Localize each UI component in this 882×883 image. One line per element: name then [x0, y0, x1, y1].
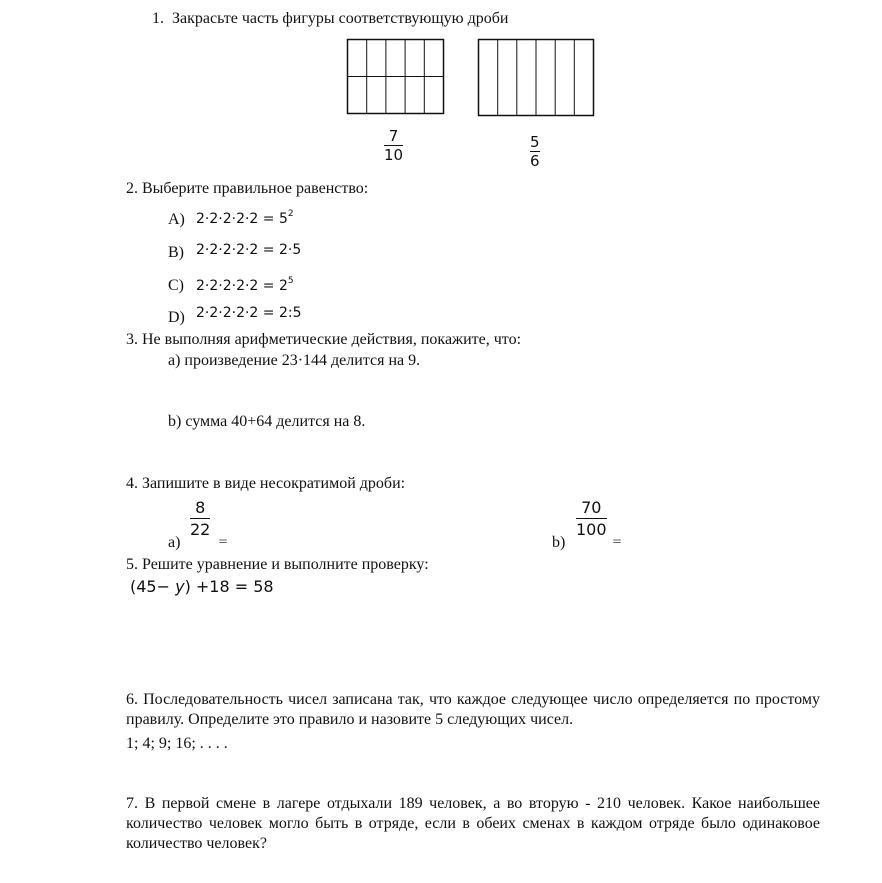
equation-left: (45− — [130, 577, 176, 596]
option-b-label: B) — [168, 244, 184, 261]
fraction-5-6 — [530, 134, 540, 169]
q6-sequence: 1; 4; 9; 16; . . . . — [126, 735, 228, 752]
option-d-expr: 2·2·2·2·2 = 2:5 — [196, 305, 302, 321]
grid-tenths — [346, 38, 446, 116]
q3-title: 3. Не выполняя арифметические действия, покажите, что: — [126, 331, 522, 348]
grid-sixths — [477, 38, 597, 118]
option-d-label: D) — [168, 309, 185, 326]
q4-b-equals: = — [612, 534, 623, 548]
q4-title: 4. Запишите в виде несократимой дроби: — [126, 475, 406, 492]
q1-title: 1. Закрасьте часть фигуры соответствующую дроби — [152, 10, 509, 27]
fraction-denominator: 100 — [576, 520, 607, 539]
q3-part-b: b) сумма 40+64 делится на 8. — [168, 413, 366, 430]
equation-variable: y — [175, 577, 185, 596]
q4-a-label: a) — [168, 534, 181, 551]
fraction-bar — [576, 518, 607, 519]
equation-right: ) +18 = 58 — [184, 577, 274, 596]
q2-title: 2. Выберите правильное равенство: — [126, 180, 369, 197]
option-b-expr: 2·2·2·2·2 = 2·5 — [196, 242, 302, 258]
fraction-numerator: 5 — [530, 133, 540, 151]
q4-b-label: b) — [552, 534, 566, 551]
q5-title: 5. Решите уравнение и выполните проверку: — [126, 556, 429, 573]
option-a-expr — [196, 206, 294, 227]
q5-equation — [130, 578, 274, 596]
option-c-expr — [196, 273, 294, 294]
q7-text: 7. В первой смене в лагере отдыхали 189 человек, а во вторую - 210 человек. Какое наибольшее количество человек могло быть в отряде, если в обеих сменах в каждом отряде было одинаковое количество человек? — [126, 795, 820, 852]
fraction-denominator: 22 — [190, 520, 211, 539]
fraction-numerator: 8 — [195, 498, 206, 517]
option-a-exponent: 2 — [287, 209, 294, 219]
q4-a-fraction — [190, 498, 210, 539]
option-c-text: 2·2·2·2·2 = 2 — [196, 278, 288, 294]
q4-a-equals: = — [218, 534, 229, 548]
fraction-numerator: 7 — [388, 127, 399, 145]
fraction-denominator: 6 — [530, 152, 540, 170]
q4-b-fraction — [576, 498, 607, 539]
fraction-numerator: 70 — [581, 498, 602, 517]
option-a-label: A) — [168, 211, 185, 228]
option-c-exponent: 5 — [287, 276, 294, 286]
q6-text: 6. Последовательность чисел записана так, что каждое следующее число определяется по простому правилу. Определите это правило и назовите 5 следующих чисел. — [126, 691, 820, 728]
fraction-denominator: 10 — [384, 146, 404, 164]
option-c-label: C) — [168, 277, 184, 294]
fraction-bar — [190, 518, 210, 519]
q3-part-a: a) произведение 23·144 делится на 9. — [168, 352, 421, 369]
fraction-7-10 — [384, 128, 403, 163]
option-a-text: 2·2·2·2·2 = 5 — [196, 211, 288, 227]
